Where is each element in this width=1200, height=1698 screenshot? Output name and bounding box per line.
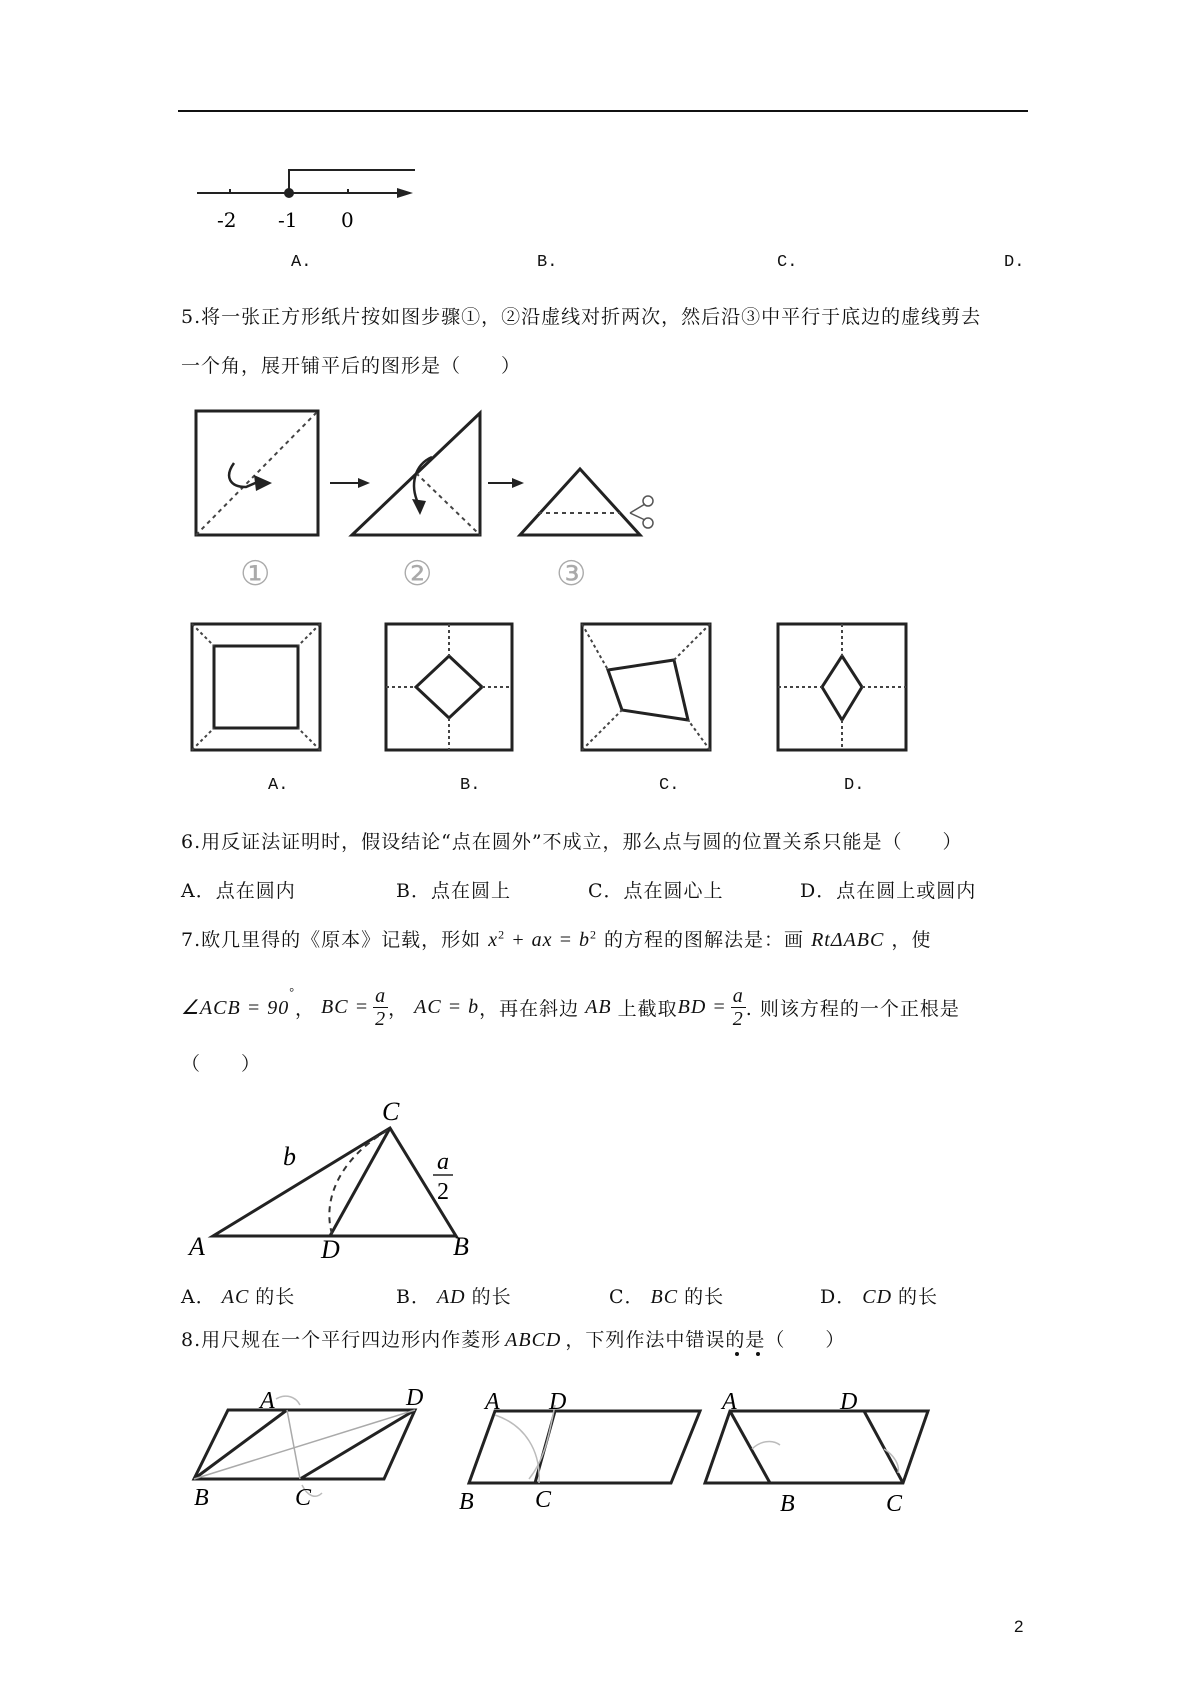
q5-option-b[interactable]: B. [460, 776, 481, 795]
fig8a-label-b: B [194, 1485, 209, 1511]
fig8a-label-d: D [406, 1385, 424, 1411]
fig8c-label-b: B [780, 1491, 795, 1517]
number-line-figure [195, 160, 425, 235]
q7-comma: ， [388, 998, 409, 1020]
fig8a-label-a: A [260, 1388, 275, 1414]
q6-stem: 6.用反证法证明时，假设结论“点在圆外”不成立，那么点与圆的位置关系只能是（ ） [181, 831, 963, 853]
q7-equation-x: x [488, 929, 499, 951]
q7-frac [731, 985, 746, 1030]
frac-den: 2 [732, 1008, 744, 1030]
fig8b-label-a: A [485, 1389, 500, 1415]
q8-text: ，下列作法中错误的是（ ） [565, 1329, 846, 1351]
q7-option-c[interactable] [609, 1282, 724, 1309]
option-letter: D． [820, 1286, 857, 1308]
q5-answer-figures [186, 620, 926, 755]
q7-sup: 2 [589, 927, 597, 942]
option-letter: B． [396, 1286, 431, 1308]
q7-triangle-figure [185, 1095, 485, 1264]
q7-ab: AB [585, 996, 612, 1018]
q4-option-d[interactable]: D. [1004, 253, 1025, 272]
option-tail: 的长 [684, 1286, 725, 1308]
q8-text: 8.用尺规在一个平行四边形内作菱形 [181, 1329, 502, 1351]
q4-option-b[interactable]: B. [537, 253, 558, 272]
option-segment: CD [862, 1286, 893, 1308]
option-segment: AD [436, 1286, 466, 1308]
q7-text: ，再在斜边 [479, 998, 580, 1020]
q7-text: 上截取 [617, 998, 678, 1020]
fig8b-label-b: B [459, 1489, 474, 1515]
q8-abcd: ABCD [505, 1329, 562, 1351]
fig7-label-c: C [382, 1097, 400, 1126]
q7-comma: ， [295, 998, 316, 1020]
q7-answer-paren: （ ） [181, 1053, 262, 1075]
q8-figure-2 [455, 1375, 705, 1515]
header-rule [178, 110, 1028, 112]
q7-option-d[interactable] [820, 1282, 938, 1309]
q8-stem [181, 1325, 845, 1352]
q7-ac: AC = b [414, 996, 480, 1018]
q6-option-a[interactable]: A．点在圆内 [181, 880, 296, 902]
option-segment: BC [650, 1286, 679, 1308]
q7-text: 的方程的图解法是：画 [604, 929, 805, 951]
frac-num: a [375, 985, 387, 1007]
fig7-label-a: a [437, 1149, 449, 1175]
emphasis-dot [756, 1352, 760, 1356]
q7-bd: BD = [677, 996, 727, 1018]
fig7-label-2: 2 [437, 1179, 449, 1205]
q7-text: . 则该方程的一个正根是 [745, 998, 960, 1020]
q6-option-b[interactable]: B．点在圆上 [396, 880, 511, 902]
tick-label: 0 [341, 208, 354, 232]
q7-triangle-name: RtΔABC [811, 929, 885, 951]
option-tail: 的长 [898, 1286, 939, 1308]
step-label-1: ① [240, 554, 271, 594]
fig8c-label-d: D [840, 1389, 858, 1415]
fig7-label-a-vertex: A [189, 1232, 205, 1261]
q7-equation-mid: + ax = b [505, 929, 590, 951]
fig8c-label-c: C [886, 1491, 903, 1517]
q7-text: ，使 [891, 929, 932, 951]
fig8b-label-c: C [535, 1487, 552, 1513]
option-tail: 的长 [471, 1286, 512, 1308]
q7-frac [373, 985, 388, 1030]
fig7-label-d: D [321, 1235, 340, 1264]
page-number: 2 [1014, 1617, 1024, 1636]
q5-option-a[interactable]: A. [268, 776, 289, 795]
fig7-label-b-vertex: B [453, 1232, 469, 1261]
q5-option-c[interactable]: C. [659, 776, 680, 795]
q6-option-d[interactable]: D．点在圆上或圆内 [800, 880, 977, 902]
step-label-3: ③ [556, 554, 587, 594]
fig8c-label-a: A [722, 1389, 737, 1415]
q5-stem-line2: 一个角，展开铺平后的图形是（ ） [181, 355, 522, 377]
q7-text: 7.欧几里得的《原本》记载，形如 [181, 929, 482, 951]
q8-figure-3 [700, 1375, 940, 1515]
emphasis-dot [735, 1352, 739, 1356]
option-letter: A． [181, 1286, 216, 1308]
q7-sup: 2 [498, 927, 506, 942]
option-letter: C． [609, 1286, 645, 1308]
q8-figure-1 [190, 1375, 430, 1515]
frac-den: 2 [375, 1008, 387, 1030]
fig8a-label-c: C [295, 1485, 312, 1511]
q5-fold-steps-figure [190, 405, 660, 595]
fig8b-label-d: D [549, 1389, 567, 1415]
q7-stem-line1 [181, 925, 931, 952]
step-label-2: ② [402, 554, 433, 594]
frac-num: a [732, 985, 744, 1007]
q5-stem-line1: 5.将一张正方形纸片按如图步骤①，②沿虚线对折两次，然后沿③中平行于底边的虚线剪去 [181, 306, 982, 328]
option-tail: 的长 [255, 1286, 296, 1308]
tick-label: -2 [217, 208, 237, 232]
q4-option-c[interactable]: C. [777, 253, 798, 272]
q4-option-a[interactable]: A. [291, 253, 312, 272]
q7-option-b[interactable] [396, 1282, 512, 1309]
fig7-label-b-side: b [283, 1142, 296, 1171]
option-segment: AC [221, 1286, 250, 1308]
q7-stem-line2 [181, 985, 960, 1030]
q7-degree: ° [289, 985, 296, 999]
tick-label: -1 [278, 208, 298, 232]
q7-option-a[interactable] [181, 1282, 295, 1309]
q6-option-c[interactable]: C．点在圆心上 [588, 880, 724, 902]
q7-bc: BC = [321, 996, 370, 1018]
q7-angle: ∠ACB = 90 [181, 997, 290, 1019]
q5-option-d[interactable]: D. [844, 776, 865, 795]
